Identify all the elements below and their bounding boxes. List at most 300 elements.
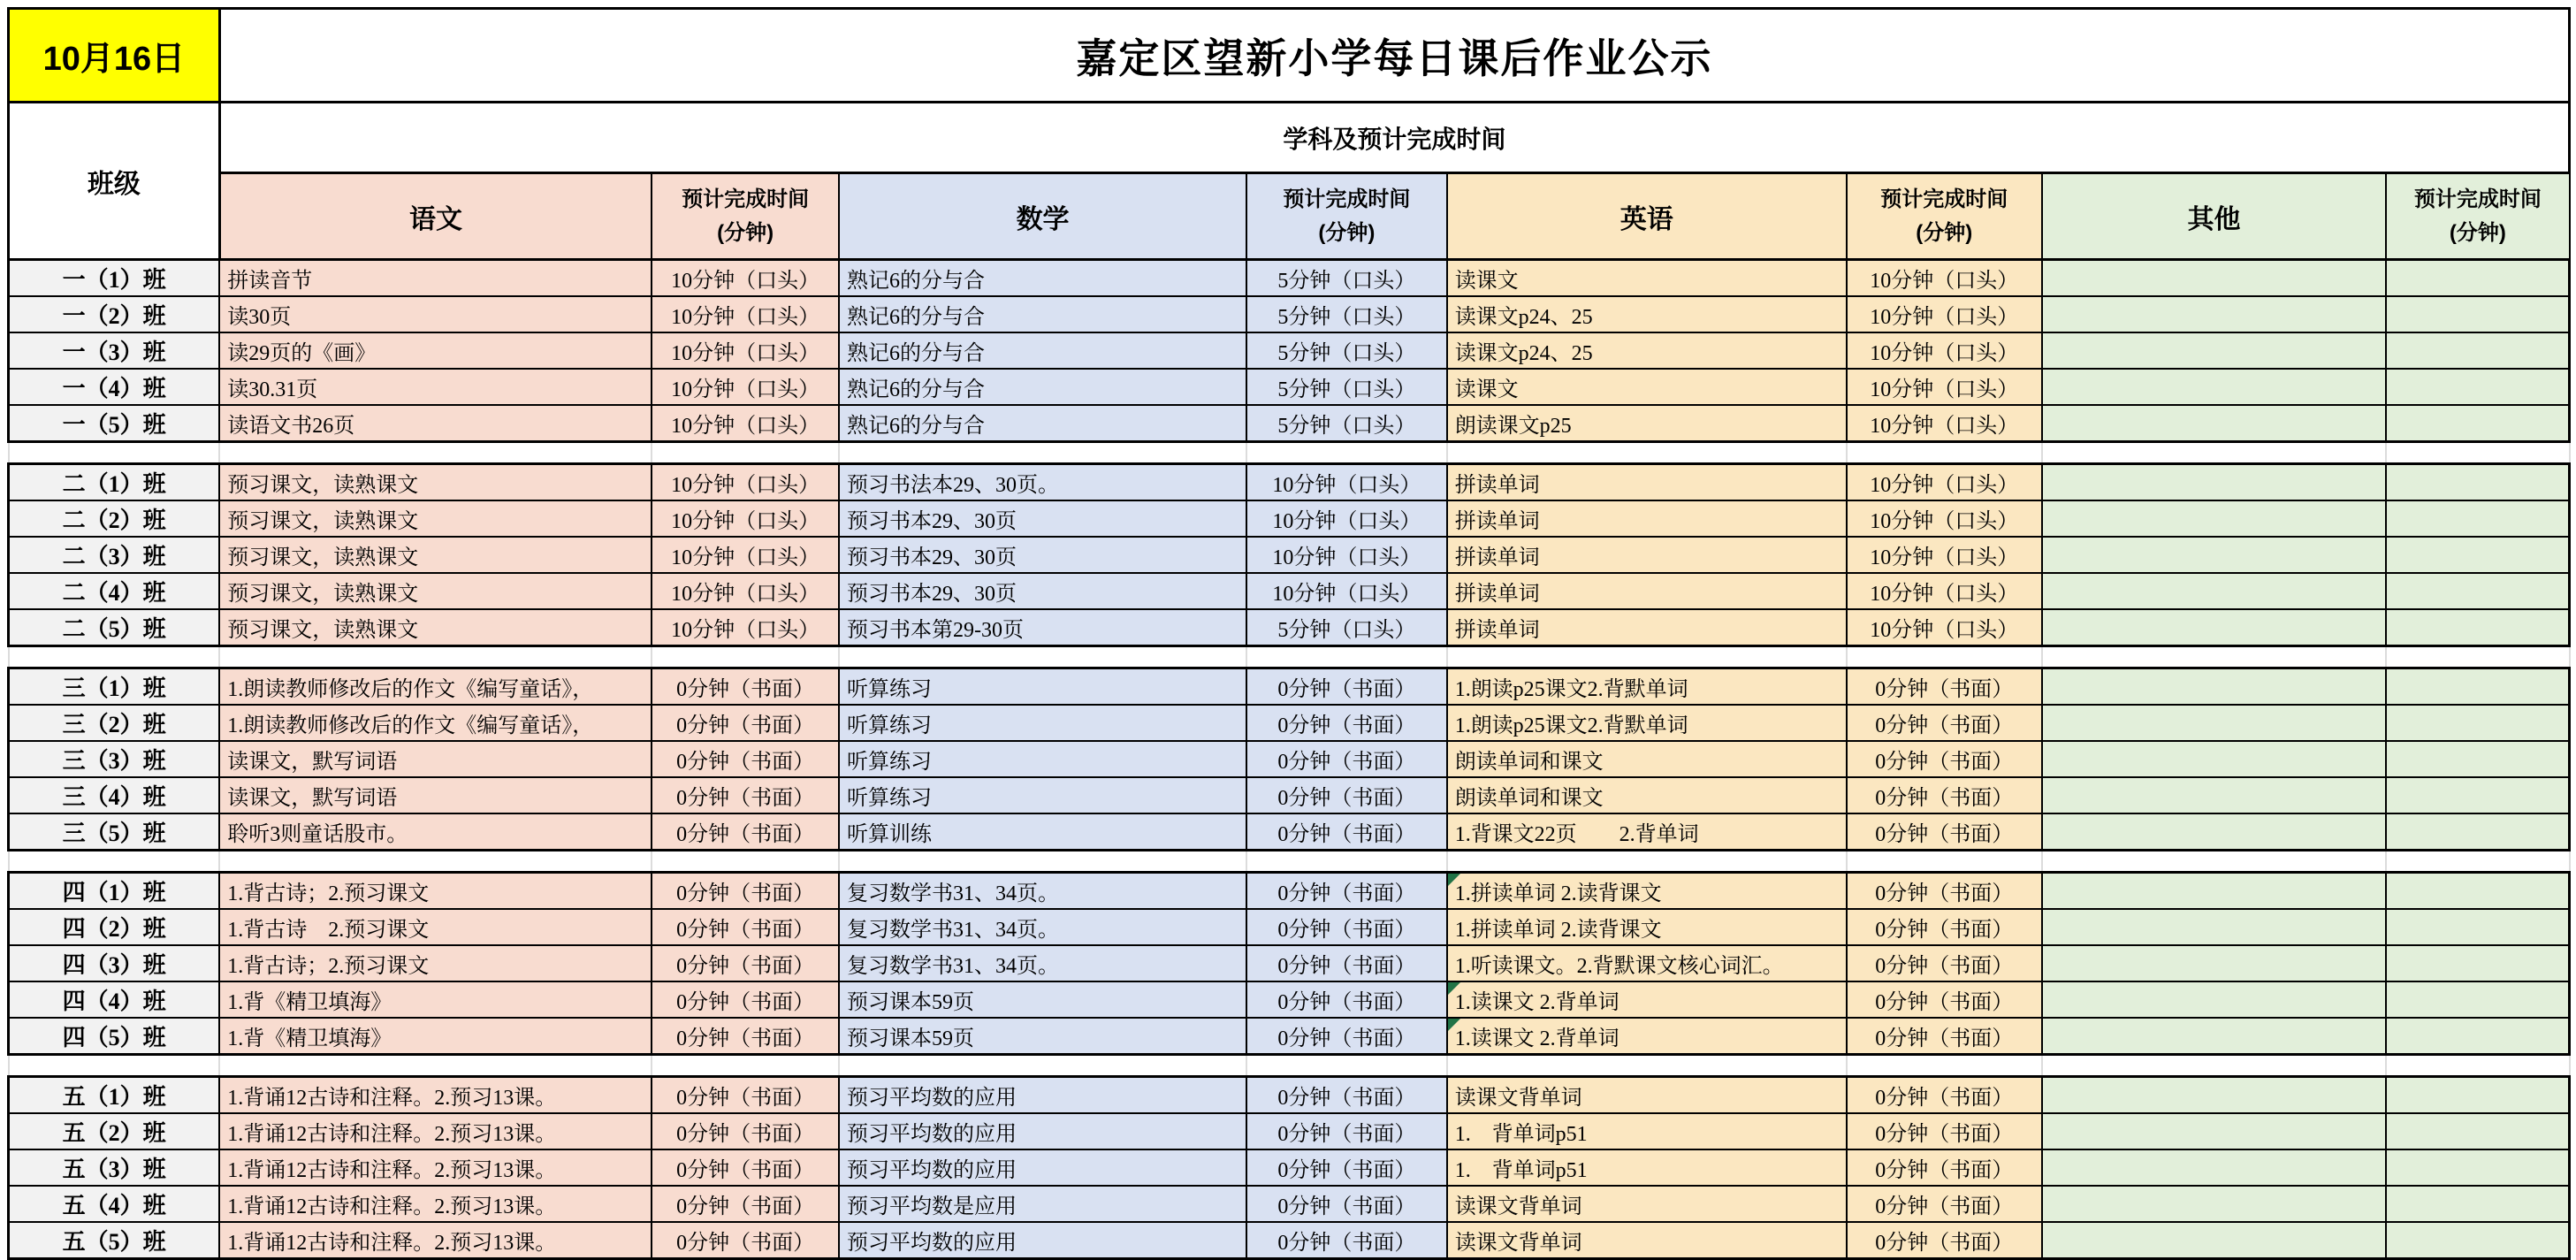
chinese-time-cell[interactable]: 0分钟（书面） [652, 873, 839, 910]
english-cell[interactable]: 1.读课文 2.背单词 [1447, 981, 1847, 1018]
math-time-cell[interactable]: 0分钟（书面） [1246, 705, 1447, 741]
table-row [9, 981, 2570, 1018]
time-header-line1: 预计完成时间 [1880, 187, 2008, 212]
other-cell[interactable] [2042, 332, 2387, 369]
class-cell[interactable]: 五（3）班 [9, 1149, 220, 1186]
english-cell[interactable]: 1.朗读p25课文2.背默单词 [1447, 705, 1847, 741]
spacer-cell [219, 442, 652, 464]
math-cell[interactable]: 预习书本29、30页 [839, 500, 1246, 537]
math-time-cell[interactable]: 0分钟（书面） [1246, 1113, 1447, 1149]
chinese-time-cell[interactable]: 0分钟（书面） [652, 909, 839, 945]
chinese-cell[interactable]: 1.朗读教师修改后的作文《编写童话》， [219, 705, 652, 741]
chinese-cell[interactable]: 1.背诵12古诗和注释。2.预习13课。 [219, 1113, 652, 1149]
chinese-time-cell[interactable]: 10分钟（口头） [652, 537, 839, 573]
other-cell[interactable] [2042, 909, 2387, 945]
english-time-cell[interactable]: 0分钟（书面） [1847, 945, 2042, 981]
other-cell[interactable] [2042, 1077, 2387, 1114]
english-cell[interactable]: 1. 背单词p51 [1447, 1113, 1847, 1149]
table-row [9, 369, 2570, 405]
spacer-cell [1847, 442, 2042, 464]
chinese-cell[interactable]: 读30.31页 [219, 369, 652, 405]
other-time-cell[interactable] [2386, 813, 2569, 851]
chinese-time-cell[interactable]: 10分钟（口头） [652, 332, 839, 369]
math-cell[interactable]: 预习平均数是应用 [839, 1186, 1246, 1222]
other-time-cell[interactable] [2386, 332, 2569, 369]
chinese-time-cell[interactable]: 0分钟（书面） [652, 945, 839, 981]
table-row [9, 705, 2570, 741]
time-header-line2: (分钟) [1916, 220, 1973, 245]
spacer-cell [1447, 851, 1847, 873]
chinese-cell[interactable]: 读课文，默写词语 [219, 777, 652, 813]
english-time-cell[interactable]: 10分钟（口头） [1847, 405, 2042, 442]
spacer-cell [839, 646, 1246, 668]
chinese-header[interactable]: 语文 [219, 173, 652, 260]
spacer-cell [2042, 442, 2387, 464]
class-cell[interactable]: 二（4）班 [9, 573, 220, 609]
math-time-cell[interactable]: 0分钟（书面） [1246, 777, 1447, 813]
math-cell[interactable]: 预习书本29、30页 [839, 573, 1246, 609]
english-time-cell[interactable]: 10分钟（口头） [1847, 369, 2042, 405]
other-time-cell[interactable] [2386, 537, 2569, 573]
chinese-cell[interactable]: 1.朗读教师修改后的作文《编写童话》， [219, 668, 652, 706]
class-cell[interactable]: 三（4）班 [9, 777, 220, 813]
english-time-cell[interactable]: 10分钟（口头） [1847, 573, 2042, 609]
math-time-cell[interactable]: 0分钟（书面） [1246, 1222, 1447, 1259]
table-row [9, 1018, 2570, 1055]
english-cell[interactable]: 拼读单词 [1447, 573, 1847, 609]
english-time-cell[interactable]: 0分钟（书面） [1847, 777, 2042, 813]
other-cell[interactable] [2042, 705, 2387, 741]
english-time-cell[interactable]: 10分钟（口头） [1847, 609, 2042, 646]
math-time-cell[interactable]: 0分钟（书面） [1246, 668, 1447, 706]
other-cell[interactable] [2042, 1018, 2387, 1055]
chinese-cell[interactable]: 1.背古诗 2.预习课文 [219, 909, 652, 945]
spacer-cell [2386, 1055, 2569, 1077]
english-cell[interactable]: 朗读单词和课文 [1447, 741, 1847, 777]
cell-comment-flag-icon [1448, 874, 1460, 886]
chinese-time-cell[interactable]: 10分钟（口头） [652, 405, 839, 442]
other-time-cell[interactable] [2386, 1149, 2569, 1186]
chinese-time-cell[interactable]: 10分钟（口头） [652, 369, 839, 405]
table-row [9, 873, 2570, 910]
english-cell[interactable]: 读课文 [1447, 260, 1847, 297]
other-time-cell[interactable] [2386, 260, 2569, 297]
math-cell[interactable]: 复习数学书31、34页。 [839, 945, 1246, 981]
chinese-time-cell[interactable]: 0分钟（书面） [652, 668, 839, 706]
chinese-cell[interactable]: 预习课文，读熟课文 [219, 500, 652, 537]
math-time-cell[interactable]: 5分钟（口头） [1246, 260, 1447, 297]
chinese-cell[interactable]: 读30页 [219, 296, 652, 332]
table-row [9, 909, 2570, 945]
math-cell[interactable]: 预习书本第29-30页 [839, 609, 1246, 646]
chinese-cell[interactable]: 预习课文，读熟课文 [219, 573, 652, 609]
other-cell[interactable] [2042, 1113, 2387, 1149]
math-time-cell[interactable]: 0分钟（书面） [1246, 1077, 1447, 1114]
chinese-time-cell[interactable]: 0分钟（书面） [652, 705, 839, 741]
chinese-cell[interactable]: 读语文书26页 [219, 405, 652, 442]
english-time-cell[interactable]: 10分钟（口头） [1847, 537, 2042, 573]
english-time-header[interactable] [1847, 173, 2042, 260]
spacer-cell [1447, 1055, 1847, 1077]
math-cell[interactable]: 听算练习 [839, 741, 1246, 777]
table-row [9, 1077, 2570, 1114]
english-cell[interactable]: 读课文背单词 [1447, 1077, 1847, 1114]
math-time-cell[interactable]: 0分钟（书面） [1246, 909, 1447, 945]
spacer-cell [652, 1055, 839, 1077]
time-header-line1: 预计完成时间 [682, 187, 810, 212]
other-cell[interactable] [2042, 405, 2387, 442]
math-time-cell[interactable]: 5分钟（口头） [1246, 332, 1447, 369]
english-time-cell[interactable]: 0分钟（书面） [1847, 1113, 2042, 1149]
other-cell[interactable] [2042, 813, 2387, 851]
math-time-cell[interactable]: 0分钟（书面） [1246, 873, 1447, 910]
math-cell[interactable]: 复习数学书31、34页。 [839, 909, 1246, 945]
math-time-cell[interactable]: 10分钟（口头） [1246, 573, 1447, 609]
math-cell[interactable]: 听算练习 [839, 668, 1246, 706]
class-cell[interactable]: 五（2）班 [9, 1113, 220, 1149]
spacer-cell [652, 646, 839, 668]
table-row [9, 405, 2570, 442]
chinese-cell[interactable]: 拼读音节 [219, 260, 652, 297]
other-cell[interactable] [2042, 573, 2387, 609]
table-row [9, 741, 2570, 777]
english-cell[interactable]: 1.拼读单词 2.读背课文 [1447, 873, 1847, 910]
other-cell[interactable] [2042, 945, 2387, 981]
english-time-cell[interactable]: 10分钟（口头） [1847, 500, 2042, 537]
chinese-time-cell[interactable]: 10分钟（口头） [652, 296, 839, 332]
table-row [9, 668, 2570, 706]
other-cell[interactable] [2042, 741, 2387, 777]
other-cell[interactable] [2042, 1222, 2387, 1259]
english-time-cell[interactable]: 0分钟（书面） [1847, 873, 2042, 910]
chinese-cell[interactable]: 聆听3则童话股市。 [219, 813, 652, 851]
english-cell[interactable]: 1.背课文22页 2.背单词 [1447, 813, 1847, 851]
english-cell[interactable]: 读课文背单词 [1447, 1186, 1847, 1222]
table-body [9, 9, 2570, 1259]
table-row [9, 332, 2570, 369]
other-cell[interactable] [2042, 369, 2387, 405]
math-time-cell[interactable]: 0分钟（书面） [1246, 741, 1447, 777]
chinese-time-cell[interactable]: 10分钟（口头） [652, 500, 839, 537]
cell-comment-flag-icon [1448, 1019, 1460, 1031]
english-time-cell[interactable]: 0分钟（书面） [1847, 1149, 2042, 1186]
english-cell[interactable]: 1.读课文 2.背单词 [1447, 1018, 1847, 1055]
class-cell[interactable]: 三（2）班 [9, 705, 220, 741]
math-header[interactable]: 数学 [839, 173, 1246, 260]
english-time-cell[interactable]: 0分钟（书面） [1847, 1186, 2042, 1222]
spacer-cell [2386, 442, 2569, 464]
table-row [9, 500, 2570, 537]
math-cell[interactable]: 熟记6的分与合 [839, 405, 1246, 442]
other-cell[interactable] [2042, 464, 2387, 501]
math-time-cell[interactable]: 0分钟（书面） [1246, 813, 1447, 851]
spacer-cell [9, 1055, 220, 1077]
spacer-cell [839, 851, 1246, 873]
english-cell[interactable]: 1.朗读p25课文2.背默单词 [1447, 668, 1847, 706]
english-time-cell[interactable]: 0分钟（书面） [1847, 1077, 2042, 1114]
math-cell[interactable]: 复习数学书31、34页。 [839, 873, 1246, 910]
table-row [9, 1113, 2570, 1149]
math-cell[interactable]: 预习课本59页 [839, 1018, 1246, 1055]
spacer-row [9, 1055, 2570, 1077]
math-cell[interactable]: 预习书法本29、30页。 [839, 464, 1246, 501]
class-cell[interactable]: 五（5）班 [9, 1222, 220, 1259]
math-time-cell[interactable]: 5分钟（口头） [1246, 405, 1447, 442]
other-cell[interactable] [2042, 1186, 2387, 1222]
math-cell[interactable]: 听算练习 [839, 705, 1246, 741]
chinese-time-cell[interactable]: 0分钟（书面） [652, 1149, 839, 1186]
table-row [9, 573, 2570, 609]
chinese-time-cell[interactable]: 0分钟（书面） [652, 741, 839, 777]
chinese-time-cell[interactable]: 0分钟（书面） [652, 813, 839, 851]
table-row [9, 777, 2570, 813]
english-time-cell[interactable]: 10分钟（口头） [1847, 464, 2042, 501]
chinese-cell[interactable]: 读课文，默写词语 [219, 741, 652, 777]
math-time-cell[interactable]: 0分钟（书面） [1246, 981, 1447, 1018]
other-cell[interactable] [2042, 777, 2387, 813]
other-time-cell[interactable] [2386, 500, 2569, 537]
english-cell[interactable]: 朗读单词和课文 [1447, 777, 1847, 813]
spacer-cell [1246, 1055, 1447, 1077]
chinese-time-cell[interactable]: 0分钟（书面） [652, 1186, 839, 1222]
table-row [9, 296, 2570, 332]
section-title-header[interactable]: 学科及预计完成时间 [219, 103, 2569, 173]
other-time-cell[interactable] [2386, 981, 2569, 1018]
other-time-cell[interactable] [2386, 945, 2569, 981]
spacer-row [9, 442, 2570, 464]
table-row [9, 1222, 2570, 1259]
class-cell[interactable]: 一（5）班 [9, 405, 220, 442]
english-cell[interactable]: 读课文 [1447, 369, 1847, 405]
table-row [9, 1186, 2570, 1222]
chinese-cell[interactable]: 预习课文，读熟课文 [219, 464, 652, 501]
math-cell[interactable]: 预习平均数的应用 [839, 1113, 1246, 1149]
other-time-cell[interactable] [2386, 1113, 2569, 1149]
class-cell[interactable]: 二（3）班 [9, 537, 220, 573]
other-time-cell[interactable] [2386, 405, 2569, 442]
chinese-cell[interactable]: 1.背诵12古诗和注释。2.预习13课。 [219, 1077, 652, 1114]
spacer-cell [1847, 851, 2042, 873]
class-cell[interactable]: 四（2）班 [9, 909, 220, 945]
chinese-time-header[interactable] [652, 173, 839, 260]
other-time-cell[interactable] [2386, 777, 2569, 813]
math-time-cell[interactable]: 5分钟（口头） [1246, 369, 1447, 405]
chinese-time-cell[interactable]: 0分钟（书面） [652, 981, 839, 1018]
other-time-cell[interactable] [2386, 296, 2569, 332]
class-column-header[interactable]: 班级 [9, 103, 220, 260]
math-cell[interactable]: 熟记6的分与合 [839, 260, 1246, 297]
math-cell[interactable]: 预习课本59页 [839, 981, 1246, 1018]
chinese-time-cell[interactable]: 0分钟（书面） [652, 1222, 839, 1259]
english-time-cell[interactable]: 0分钟（书面） [1847, 1018, 2042, 1055]
chinese-cell[interactable]: 预习课文，读熟课文 [219, 609, 652, 646]
other-cell[interactable] [2042, 296, 2387, 332]
class-cell[interactable]: 二（1）班 [9, 464, 220, 501]
homework-table [7, 7, 2571, 1260]
other-cell[interactable] [2042, 500, 2387, 537]
english-time-cell[interactable]: 0分钟（书面） [1847, 981, 2042, 1018]
spacer-cell [219, 1055, 652, 1077]
english-time-cell[interactable]: 0分钟（书面） [1847, 909, 2042, 945]
english-cell[interactable]: 读课文背单词 [1447, 1222, 1847, 1259]
time-header-line2: (分钟) [2449, 220, 2506, 245]
chinese-cell[interactable]: 读29页的《画》 [219, 332, 652, 369]
spacer-cell [2042, 1055, 2387, 1077]
chinese-cell[interactable]: 1.背古诗；2.预习课文 [219, 873, 652, 910]
spacer-cell [652, 442, 839, 464]
time-header-line2: (分钟) [1318, 220, 1376, 245]
spacer-cell [9, 442, 220, 464]
other-cell[interactable] [2042, 260, 2387, 297]
english-cell[interactable]: 1. 背单词p51 [1447, 1149, 1847, 1186]
spacer-cell [1847, 646, 2042, 668]
other-cell[interactable] [2042, 537, 2387, 573]
time-header-line2: (分钟) [717, 220, 774, 245]
math-cell[interactable]: 熟记6的分与合 [839, 332, 1246, 369]
math-time-cell[interactable]: 5分钟（口头） [1246, 296, 1447, 332]
math-cell[interactable]: 预习书本29、30页 [839, 537, 1246, 573]
english-time-cell[interactable]: 10分钟（口头） [1847, 296, 2042, 332]
class-cell[interactable]: 一（2）班 [9, 296, 220, 332]
math-cell[interactable]: 预习平均数的应用 [839, 1149, 1246, 1186]
other-time-cell[interactable] [2386, 873, 2569, 910]
chinese-time-cell[interactable]: 10分钟（口头） [652, 464, 839, 501]
spacer-cell [219, 646, 652, 668]
other-time-header[interactable] [2386, 173, 2569, 260]
math-cell[interactable]: 听算练习 [839, 777, 1246, 813]
class-cell[interactable]: 五（1）班 [9, 1077, 220, 1114]
other-cell[interactable] [2042, 1149, 2387, 1186]
chinese-cell[interactable]: 1.背《精卫填海》 [219, 1018, 652, 1055]
chinese-time-cell[interactable]: 0分钟（书面） [652, 1113, 839, 1149]
other-cell[interactable] [2042, 873, 2387, 910]
chinese-time-cell[interactable]: 0分钟（书面） [652, 1018, 839, 1055]
class-cell[interactable]: 一（1）班 [9, 260, 220, 297]
math-time-cell[interactable]: 0分钟（书面） [1246, 1149, 1447, 1186]
other-cell[interactable] [2042, 668, 2387, 706]
english-cell[interactable]: 1.拼读单词 2.读背课文 [1447, 909, 1847, 945]
table-row [9, 945, 2570, 981]
math-time-cell[interactable]: 10分钟（口头） [1246, 464, 1447, 501]
spacer-cell [9, 646, 220, 668]
chinese-time-cell[interactable]: 0分钟（书面） [652, 1077, 839, 1114]
english-cell[interactable]: 拼读单词 [1447, 464, 1847, 501]
english-cell[interactable]: 1.听读课文。2.背默课文核心词汇。 [1447, 945, 1847, 981]
class-cell[interactable]: 二（5）班 [9, 609, 220, 646]
chinese-cell[interactable]: 1.背诵12古诗和注释。2.预习13课。 [219, 1149, 652, 1186]
chinese-time-cell[interactable]: 10分钟（口头） [652, 260, 839, 297]
english-time-cell[interactable]: 0分钟（书面） [1847, 813, 2042, 851]
other-time-cell[interactable] [2386, 741, 2569, 777]
math-time-cell[interactable]: 10分钟（口头） [1246, 537, 1447, 573]
chinese-cell[interactable]: 1.背《精卫填海》 [219, 981, 652, 1018]
spacer-cell [839, 1055, 1246, 1077]
other-time-cell[interactable] [2386, 1077, 2569, 1114]
english-time-cell[interactable]: 0分钟（书面） [1847, 668, 2042, 706]
english-time-cell[interactable]: 10分钟（口头） [1847, 332, 2042, 369]
spacer-cell [9, 851, 220, 873]
time-header-line1: 预计完成时间 [2413, 187, 2542, 212]
spacer-cell [1246, 851, 1447, 873]
class-cell[interactable]: 四（1）班 [9, 873, 220, 910]
other-time-cell[interactable] [2386, 668, 2569, 706]
date-cell[interactable]: 10月16日 [9, 9, 220, 103]
class-cell[interactable]: 四（3）班 [9, 945, 220, 981]
math-time-header[interactable] [1246, 173, 1447, 260]
spacer-cell [2042, 646, 2387, 668]
other-time-cell[interactable] [2386, 909, 2569, 945]
spacer-row [9, 851, 2570, 873]
math-cell[interactable]: 预习平均数的应用 [839, 1222, 1246, 1259]
chinese-cell[interactable]: 1.背古诗；2.预习课文 [219, 945, 652, 981]
table-row [9, 260, 2570, 297]
chinese-cell[interactable]: 1.背诵12古诗和注释。2.预习13课。 [219, 1222, 652, 1259]
english-header[interactable]: 英语 [1447, 173, 1847, 260]
english-cell[interactable]: 朗读课文p25 [1447, 405, 1847, 442]
other-time-cell[interactable] [2386, 573, 2569, 609]
other-time-cell[interactable] [2386, 1018, 2569, 1055]
math-time-cell[interactable]: 0分钟（书面） [1246, 1018, 1447, 1055]
other-time-cell[interactable] [2386, 369, 2569, 405]
other-time-cell[interactable] [2386, 1222, 2569, 1259]
math-time-cell[interactable]: 10分钟（口头） [1246, 500, 1447, 537]
english-cell[interactable]: 读课文p24、25 [1447, 332, 1847, 369]
class-cell[interactable]: 三（3）班 [9, 741, 220, 777]
english-cell[interactable]: 拼读单词 [1447, 609, 1847, 646]
class-cell[interactable]: 一（4）班 [9, 369, 220, 405]
math-cell[interactable]: 熟记6的分与合 [839, 369, 1246, 405]
class-cell[interactable]: 四（5）班 [9, 1018, 220, 1055]
class-cell[interactable]: 四（4）班 [9, 981, 220, 1018]
chinese-time-cell[interactable]: 10分钟（口头） [652, 573, 839, 609]
other-cell[interactable] [2042, 981, 2387, 1018]
math-cell[interactable]: 预习平均数的应用 [839, 1077, 1246, 1114]
other-time-cell[interactable] [2386, 705, 2569, 741]
other-time-cell[interactable] [2386, 609, 2569, 646]
class-cell[interactable]: 二（2）班 [9, 500, 220, 537]
class-cell[interactable]: 三（1）班 [9, 668, 220, 706]
english-cell[interactable]: 拼读单词 [1447, 537, 1847, 573]
chinese-time-cell[interactable]: 10分钟（口头） [652, 609, 839, 646]
english-time-cell[interactable]: 10分钟（口头） [1847, 260, 2042, 297]
english-time-cell[interactable]: 0分钟（书面） [1847, 1222, 2042, 1259]
english-cell[interactable]: 拼读单词 [1447, 500, 1847, 537]
english-time-cell[interactable]: 0分钟（书面） [1847, 741, 2042, 777]
chinese-time-cell[interactable]: 0分钟（书面） [652, 777, 839, 813]
math-time-cell[interactable]: 0分钟（书面） [1246, 945, 1447, 981]
other-cell[interactable] [2042, 609, 2387, 646]
spacer-cell [2042, 851, 2387, 873]
time-header-line1: 预计完成时间 [1283, 187, 1411, 212]
table-row [9, 813, 2570, 851]
class-cell[interactable]: 五（4）班 [9, 1186, 220, 1222]
other-header[interactable]: 其他 [2042, 173, 2387, 260]
spacer-row [9, 646, 2570, 668]
chinese-cell[interactable]: 预习课文，读熟课文 [219, 537, 652, 573]
chinese-cell[interactable]: 1.背诵12古诗和注释。2.预习13课。 [219, 1186, 652, 1222]
class-cell[interactable]: 一（3）班 [9, 332, 220, 369]
math-cell[interactable]: 熟记6的分与合 [839, 296, 1246, 332]
other-time-cell[interactable] [2386, 464, 2569, 501]
math-time-cell[interactable]: 0分钟（书面） [1246, 1186, 1447, 1222]
class-cell[interactable]: 三（5）班 [9, 813, 220, 851]
other-time-cell[interactable] [2386, 1186, 2569, 1222]
spacer-cell [652, 851, 839, 873]
english-time-cell[interactable]: 0分钟（书面） [1847, 705, 2042, 741]
english-cell[interactable]: 读课文p24、25 [1447, 296, 1847, 332]
math-time-cell[interactable]: 5分钟（口头） [1246, 609, 1447, 646]
math-cell[interactable]: 听算训练 [839, 813, 1246, 851]
